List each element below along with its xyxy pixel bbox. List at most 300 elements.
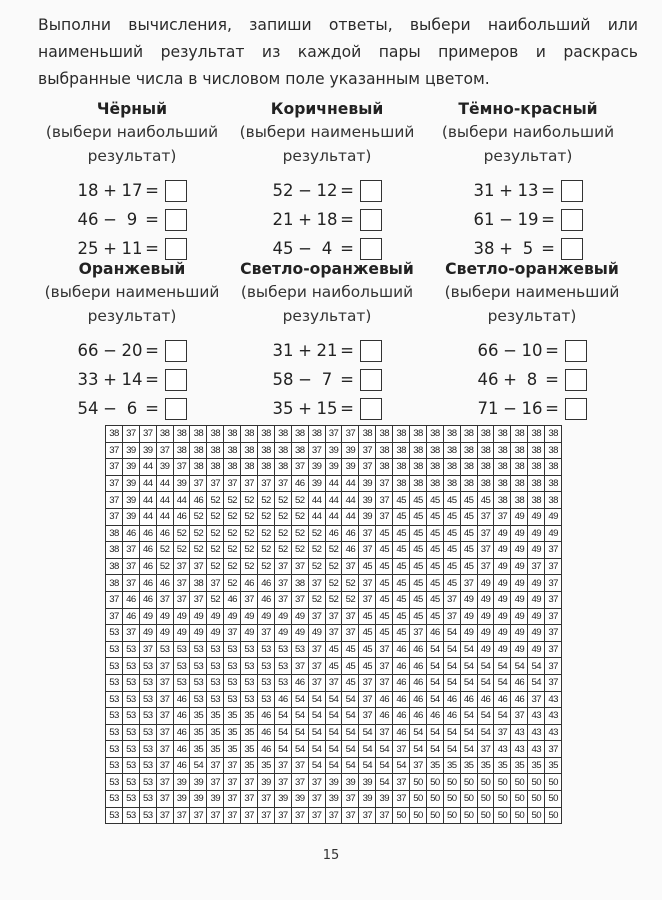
grid-cell[interactable]: 39	[359, 791, 376, 808]
grid-cell[interactable]: 37	[173, 807, 190, 824]
grid-cell[interactable]: 37	[308, 641, 325, 658]
grid-cell[interactable]: 37	[291, 658, 308, 675]
grid-cell[interactable]: 53	[122, 674, 139, 691]
grid-cell[interactable]: 44	[173, 492, 190, 509]
grid-cell[interactable]: 37	[106, 442, 123, 459]
grid-cell[interactable]: 38	[173, 426, 190, 443]
grid-cell[interactable]: 38	[477, 442, 494, 459]
grid-cell[interactable]: 46	[173, 757, 190, 774]
grid-cell[interactable]: 38	[528, 492, 545, 509]
grid-cell[interactable]: 50	[426, 774, 443, 791]
grid-cell[interactable]: 53	[106, 641, 123, 658]
grid-cell[interactable]: 38	[376, 426, 393, 443]
grid-cell[interactable]: 50	[460, 791, 477, 808]
grid-cell[interactable]: 45	[376, 591, 393, 608]
grid-cell[interactable]: 44	[342, 508, 359, 525]
grid-cell[interactable]: 50	[393, 807, 410, 824]
grid-cell[interactable]: 35	[258, 757, 275, 774]
grid-cell[interactable]: 54	[494, 708, 511, 725]
grid-cell[interactable]: 38	[224, 459, 241, 476]
grid-cell[interactable]: 38	[173, 442, 190, 459]
grid-cell[interactable]: 43	[528, 741, 545, 758]
grid-cell[interactable]: 54	[443, 658, 460, 675]
grid-cell[interactable]: 37	[308, 608, 325, 625]
grid-cell[interactable]: 37	[173, 575, 190, 592]
grid-cell[interactable]: 37	[241, 591, 258, 608]
grid-cell[interactable]: 38	[410, 426, 427, 443]
grid-cell[interactable]: 38	[274, 426, 291, 443]
grid-cell[interactable]: 46	[393, 674, 410, 691]
grid-cell[interactable]: 39	[359, 475, 376, 492]
grid-cell[interactable]: 39	[139, 442, 156, 459]
grid-cell[interactable]: 46	[139, 591, 156, 608]
grid-cell[interactable]: 38	[477, 426, 494, 443]
grid-cell[interactable]: 53	[122, 724, 139, 741]
grid-cell[interactable]: 37	[139, 641, 156, 658]
grid-cell[interactable]: 54	[477, 708, 494, 725]
grid-cell[interactable]: 37	[190, 591, 207, 608]
grid-cell[interactable]: 46	[410, 691, 427, 708]
grid-cell[interactable]: 37	[308, 791, 325, 808]
grid-cell[interactable]: 37	[376, 658, 393, 675]
grid-cell[interactable]: 38	[477, 475, 494, 492]
grid-cell[interactable]: 49	[274, 625, 291, 642]
grid-cell[interactable]: 35	[241, 708, 258, 725]
grid-cell[interactable]: 49	[477, 575, 494, 592]
grid-cell[interactable]: 53	[241, 691, 258, 708]
grid-cell[interactable]: 37	[156, 591, 173, 608]
grid-cell[interactable]: 52	[241, 525, 258, 542]
grid-cell[interactable]: 52	[258, 542, 275, 559]
grid-cell[interactable]: 52	[325, 575, 342, 592]
grid-cell[interactable]: 44	[325, 475, 342, 492]
grid-cell[interactable]: 45	[426, 558, 443, 575]
grid-cell[interactable]: 37	[156, 741, 173, 758]
grid-cell[interactable]: 45	[410, 525, 427, 542]
grid-cell[interactable]: 53	[241, 674, 258, 691]
grid-cell[interactable]: 46	[156, 525, 173, 542]
grid-cell[interactable]: 37	[308, 442, 325, 459]
grid-cell[interactable]: 53	[190, 658, 207, 675]
grid-cell[interactable]: 54	[528, 658, 545, 675]
grid-cell[interactable]: 37	[207, 475, 224, 492]
grid-cell[interactable]: 52	[207, 558, 224, 575]
grid-cell[interactable]: 53	[274, 641, 291, 658]
grid-cell[interactable]: 45	[393, 575, 410, 592]
grid-cell[interactable]: 53	[106, 791, 123, 808]
grid-cell[interactable]: 53	[207, 674, 224, 691]
grid-cell[interactable]: 44	[342, 475, 359, 492]
grid-cell[interactable]: 54	[426, 691, 443, 708]
grid-cell[interactable]: 50	[494, 774, 511, 791]
grid-cell[interactable]: 45	[376, 625, 393, 642]
grid-cell[interactable]: 46	[477, 691, 494, 708]
grid-cell[interactable]: 52	[224, 575, 241, 592]
grid-cell[interactable]: 37	[122, 558, 139, 575]
grid-cell[interactable]: 50	[494, 807, 511, 824]
grid-cell[interactable]: 45	[426, 508, 443, 525]
grid-cell[interactable]: 49	[241, 625, 258, 642]
grid-cell[interactable]: 37	[342, 426, 359, 443]
grid-cell[interactable]: 54	[325, 708, 342, 725]
grid-cell[interactable]: 54	[325, 691, 342, 708]
grid-cell[interactable]: 38	[274, 459, 291, 476]
grid-cell[interactable]: 37	[443, 591, 460, 608]
grid-cell[interactable]: 39	[359, 508, 376, 525]
grid-cell[interactable]: 49	[460, 625, 477, 642]
grid-cell[interactable]: 45	[376, 558, 393, 575]
grid-cell[interactable]: 45	[426, 591, 443, 608]
grid-cell[interactable]: 38	[258, 426, 275, 443]
grid-cell[interactable]: 45	[393, 525, 410, 542]
grid-cell[interactable]: 49	[545, 525, 562, 542]
grid-cell[interactable]: 38	[190, 459, 207, 476]
grid-cell[interactable]: 54	[426, 674, 443, 691]
grid-cell[interactable]: 38	[410, 442, 427, 459]
grid-cell[interactable]: 49	[494, 641, 511, 658]
grid-cell[interactable]: 39	[308, 475, 325, 492]
grid-cell[interactable]: 46	[173, 741, 190, 758]
grid-cell[interactable]: 52	[258, 558, 275, 575]
grid-cell[interactable]: 53	[207, 691, 224, 708]
grid-cell[interactable]: 54	[342, 757, 359, 774]
grid-cell[interactable]: 46	[342, 542, 359, 559]
grid-cell[interactable]: 50	[443, 791, 460, 808]
grid-cell[interactable]: 45	[460, 525, 477, 542]
grid-cell[interactable]: 46	[173, 724, 190, 741]
grid-cell[interactable]: 39	[342, 774, 359, 791]
grid-cell[interactable]: 49	[511, 508, 528, 525]
grid-cell[interactable]: 39	[325, 459, 342, 476]
grid-cell[interactable]: 52	[207, 591, 224, 608]
grid-cell[interactable]: 35	[477, 757, 494, 774]
grid-cell[interactable]: 50	[443, 774, 460, 791]
grid-cell[interactable]: 54	[460, 658, 477, 675]
grid-cell[interactable]: 37	[325, 625, 342, 642]
grid-cell[interactable]: 45	[359, 558, 376, 575]
grid-cell[interactable]: 52	[308, 542, 325, 559]
grid-cell[interactable]: 52	[241, 542, 258, 559]
grid-cell[interactable]: 45	[460, 508, 477, 525]
grid-cell[interactable]: 49	[528, 641, 545, 658]
grid-cell[interactable]: 38	[359, 426, 376, 443]
grid-cell[interactable]: 37	[477, 741, 494, 758]
grid-cell[interactable]: 52	[274, 492, 291, 509]
grid-cell[interactable]: 52	[190, 525, 207, 542]
grid-cell[interactable]: 38	[258, 442, 275, 459]
grid-cell[interactable]: 37	[494, 508, 511, 525]
grid-cell[interactable]: 45	[443, 558, 460, 575]
grid-cell[interactable]: 35	[241, 741, 258, 758]
grid-cell[interactable]: 50	[477, 807, 494, 824]
grid-cell[interactable]: 50	[477, 774, 494, 791]
grid-cell[interactable]: 53	[241, 658, 258, 675]
grid-cell[interactable]: 37	[342, 608, 359, 625]
grid-cell[interactable]: 45	[393, 608, 410, 625]
grid-cell[interactable]: 54	[342, 724, 359, 741]
grid-cell[interactable]: 35	[224, 708, 241, 725]
grid-cell[interactable]: 38	[410, 475, 427, 492]
grid-cell[interactable]: 46	[511, 674, 528, 691]
grid-cell[interactable]: 54	[308, 708, 325, 725]
grid-cell[interactable]: 35	[224, 724, 241, 741]
grid-cell[interactable]: 38	[494, 492, 511, 509]
grid-cell[interactable]: 46	[139, 542, 156, 559]
grid-cell[interactable]: 54	[443, 724, 460, 741]
grid-cell[interactable]: 37	[359, 442, 376, 459]
grid-cell[interactable]: 37	[291, 807, 308, 824]
grid-cell[interactable]: 46	[460, 691, 477, 708]
grid-cell[interactable]: 53	[139, 741, 156, 758]
grid-cell[interactable]: 45	[426, 575, 443, 592]
grid-cell[interactable]: 46	[426, 708, 443, 725]
grid-cell[interactable]: 46	[241, 575, 258, 592]
grid-cell[interactable]: 53	[139, 724, 156, 741]
grid-cell[interactable]: 38	[258, 459, 275, 476]
grid-cell[interactable]: 52	[207, 542, 224, 559]
grid-cell[interactable]: 54	[443, 674, 460, 691]
grid-cell[interactable]: 54	[291, 708, 308, 725]
grid-cell[interactable]: 50	[426, 791, 443, 808]
grid-cell[interactable]: 37	[156, 757, 173, 774]
grid-cell[interactable]: 53	[139, 658, 156, 675]
grid-cell[interactable]: 49	[207, 625, 224, 642]
grid-cell[interactable]: 37	[106, 508, 123, 525]
grid-cell[interactable]: 53	[106, 625, 123, 642]
grid-cell[interactable]: 37	[545, 542, 562, 559]
answer-box[interactable]	[565, 398, 587, 420]
grid-cell[interactable]: 37	[274, 575, 291, 592]
grid-cell[interactable]: 37	[325, 426, 342, 443]
grid-cell[interactable]: 35	[241, 724, 258, 741]
grid-cell[interactable]: 35	[190, 708, 207, 725]
grid-cell[interactable]: 49	[528, 525, 545, 542]
grid-cell[interactable]: 46	[410, 658, 427, 675]
grid-cell[interactable]: 38	[426, 426, 443, 443]
grid-cell[interactable]: 43	[494, 741, 511, 758]
grid-cell[interactable]: 53	[139, 774, 156, 791]
grid-cell[interactable]: 39	[325, 791, 342, 808]
grid-cell[interactable]: 43	[545, 708, 562, 725]
grid-cell[interactable]: 50	[528, 807, 545, 824]
answer-box[interactable]	[561, 209, 583, 231]
grid-cell[interactable]: 37	[359, 674, 376, 691]
grid-cell[interactable]: 37	[325, 807, 342, 824]
grid-cell[interactable]: 38	[528, 426, 545, 443]
grid-cell[interactable]: 49	[190, 625, 207, 642]
grid-cell[interactable]: 49	[528, 575, 545, 592]
grid-cell[interactable]: 37	[207, 807, 224, 824]
grid-cell[interactable]: 50	[511, 791, 528, 808]
grid-cell[interactable]: 52	[325, 542, 342, 559]
grid-cell[interactable]: 54	[359, 724, 376, 741]
grid-cell[interactable]: 37	[291, 459, 308, 476]
grid-cell[interactable]: 39	[173, 791, 190, 808]
grid-cell[interactable]: 44	[308, 492, 325, 509]
grid-cell[interactable]: 37	[122, 426, 139, 443]
grid-cell[interactable]: 53	[274, 674, 291, 691]
grid-cell[interactable]: 39	[325, 442, 342, 459]
grid-cell[interactable]: 35	[494, 757, 511, 774]
grid-cell[interactable]: 39	[173, 475, 190, 492]
grid-cell[interactable]: 38	[376, 442, 393, 459]
grid-cell[interactable]: 52	[258, 492, 275, 509]
grid-cell[interactable]: 37	[156, 807, 173, 824]
grid-cell[interactable]: 35	[460, 757, 477, 774]
answer-box[interactable]	[360, 398, 382, 420]
grid-cell[interactable]: 49	[511, 608, 528, 625]
grid-cell[interactable]: 38	[443, 475, 460, 492]
grid-cell[interactable]: 49	[173, 608, 190, 625]
grid-cell[interactable]: 38	[393, 475, 410, 492]
grid-cell[interactable]: 53	[274, 658, 291, 675]
grid-cell[interactable]: 49	[477, 641, 494, 658]
grid-cell[interactable]: 53	[258, 691, 275, 708]
grid-cell[interactable]: 52	[173, 525, 190, 542]
grid-cell[interactable]: 37	[258, 791, 275, 808]
grid-cell[interactable]: 46	[122, 608, 139, 625]
grid-cell[interactable]: 46	[258, 708, 275, 725]
grid-cell[interactable]: 37	[376, 641, 393, 658]
grid-cell[interactable]: 54	[426, 724, 443, 741]
grid-cell[interactable]: 38	[106, 575, 123, 592]
grid-cell[interactable]: 52	[291, 492, 308, 509]
grid-cell[interactable]: 38	[393, 459, 410, 476]
grid-cell[interactable]: 50	[460, 774, 477, 791]
grid-cell[interactable]: 53	[106, 807, 123, 824]
grid-cell[interactable]: 37	[308, 807, 325, 824]
answer-box[interactable]	[165, 180, 187, 202]
grid-cell[interactable]: 49	[156, 625, 173, 642]
grid-cell[interactable]: 46	[410, 641, 427, 658]
grid-cell[interactable]: 37	[477, 558, 494, 575]
grid-cell[interactable]: 53	[291, 641, 308, 658]
grid-cell[interactable]: 53	[241, 641, 258, 658]
grid-cell[interactable]: 45	[393, 591, 410, 608]
grid-cell[interactable]: 39	[156, 459, 173, 476]
grid-cell[interactable]: 35	[528, 757, 545, 774]
grid-cell[interactable]: 37	[156, 791, 173, 808]
grid-cell[interactable]: 53	[122, 757, 139, 774]
grid-cell[interactable]: 37	[308, 774, 325, 791]
grid-cell[interactable]: 38	[494, 459, 511, 476]
grid-cell[interactable]: 49	[156, 608, 173, 625]
grid-cell[interactable]: 37	[545, 741, 562, 758]
grid-cell[interactable]: 54	[359, 741, 376, 758]
grid-cell[interactable]: 46	[443, 691, 460, 708]
grid-cell[interactable]: 53	[173, 641, 190, 658]
answer-box[interactable]	[360, 209, 382, 231]
grid-cell[interactable]: 35	[207, 741, 224, 758]
grid-cell[interactable]: 37	[443, 608, 460, 625]
grid-cell[interactable]: 45	[342, 674, 359, 691]
grid-cell[interactable]: 38	[207, 442, 224, 459]
grid-cell[interactable]: 53	[156, 641, 173, 658]
grid-cell[interactable]: 38	[241, 459, 258, 476]
grid-cell[interactable]: 46	[410, 674, 427, 691]
grid-cell[interactable]: 45	[460, 558, 477, 575]
grid-cell[interactable]: 54	[460, 674, 477, 691]
grid-cell[interactable]: 39	[122, 459, 139, 476]
grid-cell[interactable]: 37	[359, 708, 376, 725]
grid-cell[interactable]: 46	[291, 475, 308, 492]
grid-cell[interactable]: 52	[308, 591, 325, 608]
grid-cell[interactable]: 50	[410, 791, 427, 808]
grid-cell[interactable]: 54	[477, 724, 494, 741]
grid-cell[interactable]: 46	[122, 525, 139, 542]
grid-cell[interactable]: 45	[443, 575, 460, 592]
grid-cell[interactable]: 52	[224, 542, 241, 559]
grid-cell[interactable]: 53	[190, 674, 207, 691]
grid-cell[interactable]: 54	[376, 741, 393, 758]
grid-cell[interactable]: 50	[545, 774, 562, 791]
grid-cell[interactable]: 37	[190, 475, 207, 492]
grid-cell[interactable]: 38	[393, 442, 410, 459]
grid-cell[interactable]: 38	[207, 459, 224, 476]
grid-cell[interactable]: 53	[258, 658, 275, 675]
grid-cell[interactable]: 37	[308, 658, 325, 675]
grid-cell[interactable]: 45	[393, 558, 410, 575]
grid-cell[interactable]: 37	[224, 774, 241, 791]
grid-cell[interactable]: 38	[511, 442, 528, 459]
grid-cell[interactable]: 45	[393, 625, 410, 642]
grid-cell[interactable]: 54	[494, 674, 511, 691]
grid-cell[interactable]: 46	[393, 641, 410, 658]
answer-box[interactable]	[165, 369, 187, 391]
grid-cell[interactable]: 37	[308, 674, 325, 691]
grid-cell[interactable]: 49	[207, 608, 224, 625]
grid-cell[interactable]: 37	[376, 492, 393, 509]
grid-cell[interactable]: 49	[139, 625, 156, 642]
grid-cell[interactable]: 45	[443, 525, 460, 542]
grid-cell[interactable]: 38	[291, 442, 308, 459]
grid-cell[interactable]: 54	[342, 708, 359, 725]
grid-cell[interactable]: 46	[122, 591, 139, 608]
grid-cell[interactable]: 49	[528, 608, 545, 625]
grid-cell[interactable]: 38	[274, 442, 291, 459]
grid-cell[interactable]: 37	[528, 691, 545, 708]
grid-cell[interactable]: 44	[156, 508, 173, 525]
grid-cell[interactable]: 35	[207, 708, 224, 725]
grid-cell[interactable]: 54	[460, 641, 477, 658]
grid-cell[interactable]: 52	[173, 542, 190, 559]
grid-cell[interactable]: 45	[342, 641, 359, 658]
answer-box[interactable]	[360, 180, 382, 202]
grid-cell[interactable]: 53	[122, 641, 139, 658]
grid-cell[interactable]: 35	[426, 757, 443, 774]
grid-cell[interactable]: 52	[274, 525, 291, 542]
grid-cell[interactable]: 45	[460, 492, 477, 509]
grid-cell[interactable]: 37	[224, 625, 241, 642]
grid-cell[interactable]: 37	[139, 426, 156, 443]
grid-cell[interactable]: 50	[528, 774, 545, 791]
grid-cell[interactable]: 53	[139, 691, 156, 708]
grid-cell[interactable]: 46	[376, 691, 393, 708]
grid-cell[interactable]: 39	[342, 459, 359, 476]
grid-cell[interactable]: 45	[342, 658, 359, 675]
grid-cell[interactable]: 49	[511, 575, 528, 592]
grid-cell[interactable]: 44	[156, 492, 173, 509]
grid-cell[interactable]: 37	[477, 542, 494, 559]
grid-cell[interactable]: 54	[494, 658, 511, 675]
answer-box[interactable]	[565, 369, 587, 391]
answer-box[interactable]	[561, 180, 583, 202]
grid-cell[interactable]: 52	[308, 525, 325, 542]
grid-cell[interactable]: 37	[207, 774, 224, 791]
grid-cell[interactable]: 52	[291, 542, 308, 559]
grid-cell[interactable]: 50	[545, 791, 562, 808]
grid-cell[interactable]: 45	[359, 658, 376, 675]
